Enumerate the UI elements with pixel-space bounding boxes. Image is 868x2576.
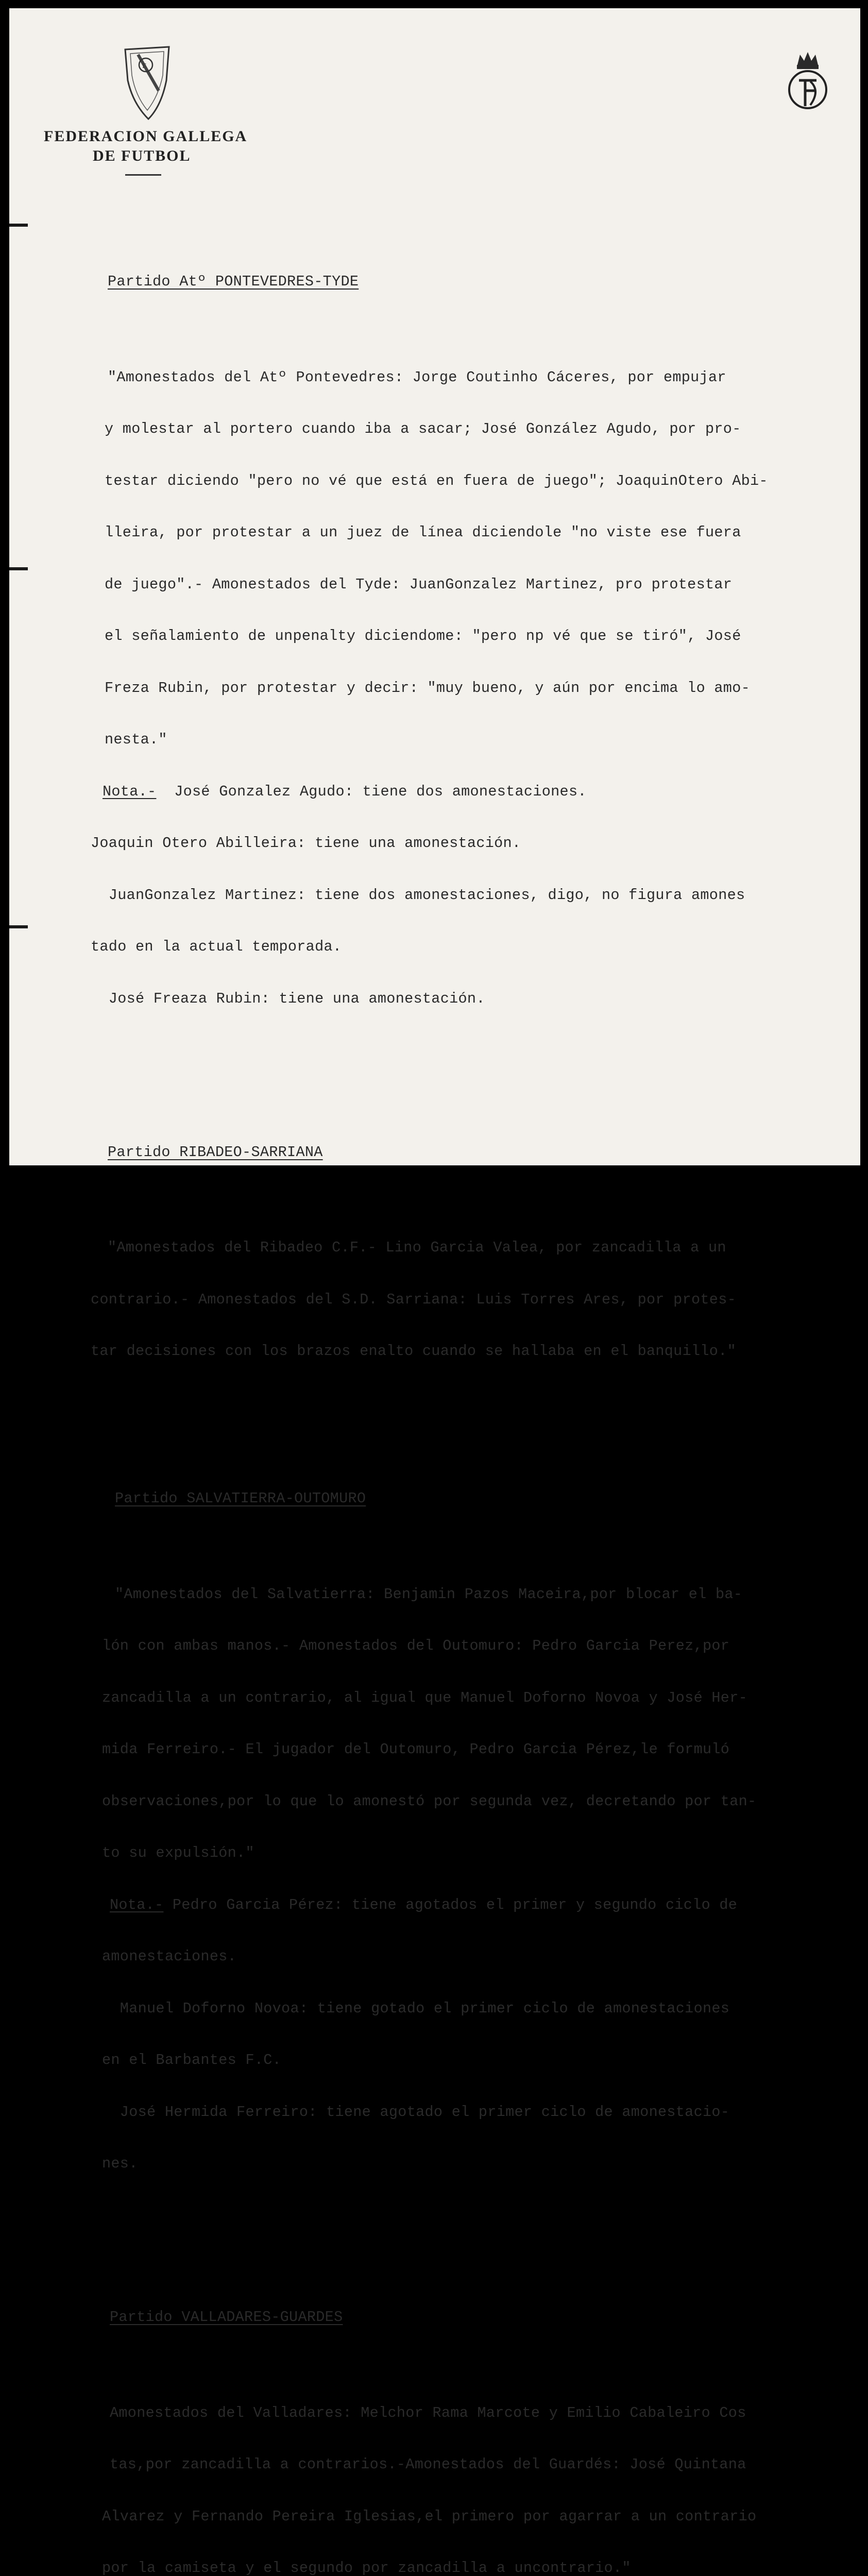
report-line: el señalamiento de unpenalty diciendome: "pero np vé que se tiró", José <box>105 628 741 645</box>
report-line: observaciones,por lo que lo amonestó por segunda vez, decretando por tan- <box>102 1792 757 1810</box>
report-line: "Amonestados del Atº Pontevedres: Jorge Coutinho Cáceres, por empujar <box>108 368 726 386</box>
report-line: nesta." <box>105 731 167 748</box>
report-line: "Amonestados del Salvatierra: Benjamin Pazos Maceira,por blocar el ba- <box>115 1585 743 1603</box>
nota-line: amonestaciones. <box>102 1948 237 1965</box>
nota-label: Nota.- <box>103 783 157 800</box>
report-line: to su expulsión." <box>102 1844 254 1861</box>
nota-line: nes. <box>102 2155 138 2172</box>
svg-text:F: F <box>142 62 146 70</box>
nota-line: JuanGonzalez Martinez: tiene dos amonestaciones, digo, no figura amones <box>91 886 745 904</box>
document-body <box>91 204 846 2576</box>
royal-spanish-federation-crown-icon <box>785 49 831 116</box>
federation-header <box>44 128 247 165</box>
report-line: Amonestados del Valladares: Melchor Rama Marcote y Emilio Cabaleiro Cos <box>110 2404 746 2421</box>
report-line: contrario.- Amonestados del S.D. Sarriana: Luis Torres Ares, por protes- <box>91 1291 736 1308</box>
report-line: de juego".- Amonestados del Tyde: JuanGonzalez Martinez, pro protestar <box>105 575 733 593</box>
header-rule <box>125 174 161 176</box>
report-line: por la camiseta y el segundo por zancadilla a uncontrario." <box>102 2560 631 2576</box>
match-heading: Partido VALLADARES-GUARDES <box>110 2309 343 2326</box>
binding-mark <box>9 224 28 227</box>
report-line: "Amonestados del Ribadeo C.F.- Lino Garcia Valea, por zancadilla a un <box>108 1239 726 1256</box>
report-line: tas,por zancadilla a contrarios.-Amonestados del Guardés: José Quintana <box>110 2456 746 2473</box>
report-line: mida Ferreiro.- El jugador del Outomuro, Pedro Garcia Pérez,le formuló <box>102 1741 730 1758</box>
header-line-2: DE FUTBOL <box>93 147 191 164</box>
match-heading: Partido Atº PONTEVEDRES-TYDE <box>108 273 359 290</box>
nota-line <box>110 1896 846 1914</box>
report-line: Alvarez y Fernando Pereira Iglesias,el primero por agarrar a un contrario <box>102 2507 757 2525</box>
nota-text: Pedro Garcia Pérez: tiene agotados el primer y segundo ciclo de <box>163 1896 738 1913</box>
header-line-1: FEDERACION GALLEGA <box>44 128 248 145</box>
report-line: tar decisiones con los brazos enalto cuando se hallaba en el banquillo." <box>91 1343 736 1360</box>
galician-federation-crest-icon <box>123 44 172 122</box>
binding-mark <box>9 567 28 570</box>
nota-line: Joaquin Otero Abilleira: tiene una amonestación. <box>91 835 521 852</box>
nota-line: tado en la actual temporada. <box>91 938 342 955</box>
nota-label: Nota.- <box>110 1896 164 1913</box>
nota-text: José Gonzalez Agudo: tiene dos amonestaciones. <box>156 783 587 800</box>
match-heading: Partido SALVATIERRA-OUTOMURO <box>115 1490 366 1507</box>
document-page <box>9 8 860 2576</box>
nota-line: en el Barbantes F.C. <box>102 2052 282 2069</box>
report-line: zancadilla a un contrario, al igual que Manuel Doforno Novoa y José Her- <box>102 1689 747 1706</box>
report-line: lleira, por protestar a un juez de línea diciendole "no viste ese fuera <box>105 524 741 541</box>
nota-line: José Freaza Rubin: tiene una amonestación. <box>91 990 485 1007</box>
binding-mark <box>9 925 28 928</box>
nota-line: Manuel Doforno Novoa: tiene gotado el primer ciclo de amonestaciones <box>102 1999 730 2017</box>
match-heading: Partido RIBADEO-SARRIANA <box>108 1143 323 1161</box>
nota-line: José Hermida Ferreiro: tiene agotado el primer ciclo de amonestacio- <box>102 2103 730 2121</box>
report-line: lón con ambas manos.- Amonestados del Outomuro: Pedro Garcia Perez,por <box>102 1637 730 1654</box>
report-line: y molestar al portero cuando iba a sacar; José González Agudo, por pro- <box>105 420 741 437</box>
report-line: testar diciendo "pero no vé que está en fuera de juego"; JoaquinOtero Abi- <box>105 472 768 489</box>
report-line: Freza Rubin, por protestar y decir: "muy bueno, y aún por encima lo amo- <box>105 679 750 697</box>
nota-line <box>103 783 846 801</box>
